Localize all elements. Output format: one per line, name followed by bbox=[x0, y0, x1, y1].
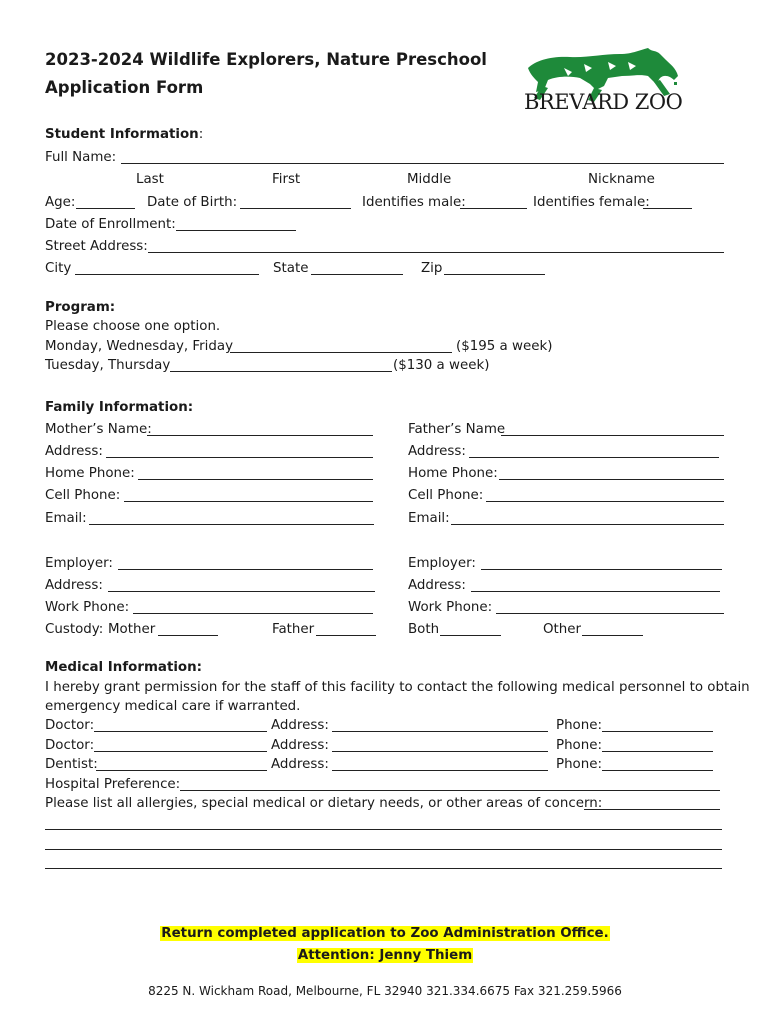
program-option2-label: Tuesday, Thursday bbox=[45, 358, 171, 373]
dentist-address-field[interactable] bbox=[332, 770, 548, 771]
mother-employer-field[interactable] bbox=[118, 569, 373, 570]
medical-permission-line1: I hereby grant permission for the staff of this facility to contact the following medical personnel to obtain bbox=[45, 680, 750, 695]
age-label: Age: bbox=[45, 195, 76, 210]
street-label: Street Address: bbox=[45, 239, 148, 254]
custody-other-field[interactable] bbox=[582, 635, 643, 636]
mother-employer-address-label: Address: bbox=[45, 578, 103, 593]
footer-address: 8225 N. Wickham Road, Melbourne, FL 32940 321.334.6675 Fax 321.259.5966 bbox=[148, 984, 622, 998]
medical-permission-line2: emergency medical care if warranted. bbox=[45, 699, 301, 714]
father-email-field[interactable] bbox=[451, 524, 724, 525]
father-employer-address-field[interactable] bbox=[471, 591, 720, 592]
custody-both-label: Both bbox=[408, 622, 440, 637]
dentist-label: Dentist: bbox=[45, 757, 98, 772]
custody-label: Custody: bbox=[45, 622, 104, 637]
father-employer-label: Employer: bbox=[408, 556, 476, 571]
name-part-nickname: Nickname bbox=[588, 172, 655, 187]
mother-address-label: Address: bbox=[45, 444, 103, 459]
father-employer-address-label: Address: bbox=[408, 578, 466, 593]
name-part-last: Last bbox=[136, 172, 164, 187]
father-cell-phone-field[interactable] bbox=[486, 501, 724, 502]
mother-email-field[interactable] bbox=[89, 524, 374, 525]
father-name-field[interactable] bbox=[501, 435, 724, 436]
father-work-phone-field[interactable] bbox=[496, 613, 724, 614]
father-cell-phone-label: Cell Phone: bbox=[408, 488, 484, 503]
brevard-zoo-logo-text: BREVARD ZOO bbox=[524, 90, 683, 114]
program-option1-field[interactable] bbox=[230, 352, 452, 353]
attention-note: Attention: Jenny Thiem bbox=[297, 948, 473, 963]
custody-father-label: Father bbox=[272, 622, 315, 637]
doctor1-field[interactable] bbox=[94, 731, 267, 732]
doctor1-address-label: Address: bbox=[271, 718, 329, 733]
form-title-line1: 2023-2024 Wildlife Explorers, Nature Preschool bbox=[45, 50, 487, 69]
mother-cell-phone-field[interactable] bbox=[124, 501, 373, 502]
dentist-address-label: Address: bbox=[271, 757, 329, 772]
city-label: City bbox=[45, 261, 72, 276]
father-work-phone-label: Work Phone: bbox=[408, 600, 493, 615]
zip-label: Zip bbox=[421, 261, 443, 276]
program-instruction: Please choose one option. bbox=[45, 319, 221, 334]
father-employer-field[interactable] bbox=[481, 569, 722, 570]
custody-both-field[interactable] bbox=[440, 635, 501, 636]
doctor1-phone-label: Phone: bbox=[556, 718, 602, 733]
identifies-male-label: Identifies male: bbox=[362, 195, 466, 210]
name-part-first: First bbox=[272, 172, 301, 187]
program-option2-field[interactable] bbox=[170, 371, 392, 372]
mother-address-field[interactable] bbox=[106, 457, 373, 458]
father-home-phone-label: Home Phone: bbox=[408, 466, 498, 481]
doctor1-address-field[interactable] bbox=[332, 731, 548, 732]
dentist-phone-field[interactable] bbox=[602, 770, 713, 771]
full-name-label: Full Name: bbox=[45, 150, 117, 165]
doctor2-address-field[interactable] bbox=[332, 751, 548, 752]
father-address-label: Address: bbox=[408, 444, 466, 459]
allergies-line-2[interactable] bbox=[45, 849, 722, 850]
mother-employer-address-field[interactable] bbox=[108, 591, 375, 592]
mother-work-phone-label: Work Phone: bbox=[45, 600, 130, 615]
street-field[interactable] bbox=[148, 252, 724, 253]
mother-name-label: Mother’s Name: bbox=[45, 422, 152, 437]
student-info-heading: Student Information: bbox=[45, 127, 204, 142]
hospital-field[interactable] bbox=[180, 790, 720, 791]
doctor2-field[interactable] bbox=[94, 751, 267, 752]
doctor1-label: Doctor: bbox=[45, 718, 95, 733]
zip-field[interactable] bbox=[444, 274, 545, 275]
mother-home-phone-field[interactable] bbox=[138, 479, 373, 480]
state-field[interactable] bbox=[311, 274, 403, 275]
father-name-label: Father’s Name bbox=[408, 422, 506, 437]
dob-label: Date of Birth: bbox=[147, 195, 238, 210]
return-note: Return completed application to Zoo Administration Office. bbox=[161, 926, 609, 941]
city-field[interactable] bbox=[75, 274, 259, 275]
mother-work-phone-field[interactable] bbox=[133, 613, 373, 614]
doctor2-address-label: Address: bbox=[271, 738, 329, 753]
enrollment-field[interactable] bbox=[176, 230, 296, 231]
allergies-line-1[interactable] bbox=[45, 829, 722, 830]
mother-email-label: Email: bbox=[45, 511, 87, 526]
program-option2-price: ($130 a week) bbox=[393, 358, 490, 373]
mother-cell-phone-label: Cell Phone: bbox=[45, 488, 121, 503]
doctor2-label: Doctor: bbox=[45, 738, 95, 753]
custody-mother-field[interactable] bbox=[158, 635, 218, 636]
custody-other-label: Other bbox=[543, 622, 582, 637]
mother-home-phone-label: Home Phone: bbox=[45, 466, 135, 481]
doctor2-phone-label: Phone: bbox=[556, 738, 602, 753]
program-heading: Program: bbox=[45, 300, 116, 315]
father-address-field[interactable] bbox=[469, 457, 719, 458]
age-field[interactable] bbox=[76, 208, 135, 209]
mother-name-field[interactable] bbox=[147, 435, 373, 436]
hospital-label: Hospital Preference: bbox=[45, 777, 181, 792]
name-part-middle: Middle bbox=[407, 172, 452, 187]
program-option1-price: ($195 a week) bbox=[456, 339, 553, 354]
custody-father-field[interactable] bbox=[316, 635, 376, 636]
identifies-female-field[interactable] bbox=[643, 208, 692, 209]
medical-info-heading: Medical Information: bbox=[45, 660, 203, 675]
allergies-label: Please list all allergies, special medical or dietary needs, or other areas of concern: bbox=[45, 796, 603, 811]
allergies-field[interactable] bbox=[584, 809, 720, 810]
custody-mother-label: Mother bbox=[108, 622, 156, 637]
doctor1-phone-field[interactable] bbox=[602, 731, 713, 732]
identifies-male-field[interactable] bbox=[460, 208, 527, 209]
form-title-line2: Application Form bbox=[45, 78, 204, 97]
mother-employer-label: Employer: bbox=[45, 556, 113, 571]
state-label: State bbox=[273, 261, 309, 276]
father-email-label: Email: bbox=[408, 511, 450, 526]
enrollment-label: Date of Enrollment: bbox=[45, 217, 176, 232]
program-option1-label: Monday, Wednesday, Friday bbox=[45, 339, 233, 354]
dob-field[interactable] bbox=[240, 208, 351, 209]
identifies-female-label: Identifies female: bbox=[533, 195, 650, 210]
full-name-field[interactable] bbox=[121, 163, 724, 164]
doctor2-phone-field[interactable] bbox=[602, 751, 713, 752]
family-info-heading: Family Information: bbox=[45, 400, 194, 415]
allergies-line-3[interactable] bbox=[45, 868, 722, 869]
dentist-field[interactable] bbox=[96, 770, 267, 771]
father-home-phone-field[interactable] bbox=[499, 479, 724, 480]
dentist-phone-label: Phone: bbox=[556, 757, 602, 772]
